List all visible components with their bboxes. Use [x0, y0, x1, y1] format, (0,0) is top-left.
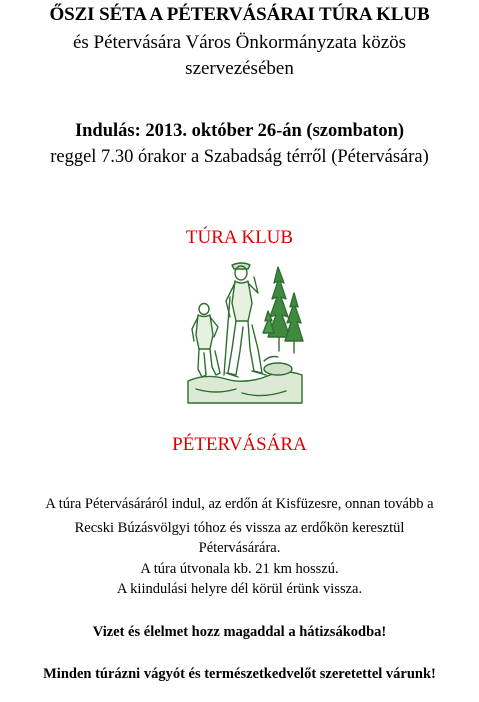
return-time-line: A kiindulási helyre dél körül érünk vissza.	[116, 581, 363, 597]
event-title: ŐSZI SÉTA A PÉTERVÁSÁRAI TÚRA KLUB	[49, 4, 430, 25]
description-line: Pétervásárára.	[198, 540, 281, 556]
organizer-line-continued: szervezésében	[185, 58, 294, 79]
organizer-line: és Pétervására Város Önkormányzata közös	[72, 32, 407, 53]
route-length-line: A túra útvonala kb. 21 km hosszú.	[140, 561, 339, 577]
description-line: Recski Búzásvölgyi tóhoz és vissza az erdőkön keresztül	[74, 520, 405, 536]
description-line: A túra Pétervásáráról indul, az erdőn át Kisfüzesre, onnan tovább a	[45, 496, 434, 512]
hikers-illustration-icon	[186, 257, 304, 405]
welcome-note: Minden túrázni vágyót és természetkedvelőt szeretettel várunk!	[43, 666, 436, 682]
start-time-place: reggel 7.30 órakor a Szabadság térről (Pétervására)	[50, 147, 429, 167]
start-date: Indulás: 2013. október 26-án (szombaton)	[74, 121, 405, 141]
bring-supplies-note: Vizet és élelmet hozz magaddal a hátizsákodba!	[92, 624, 387, 640]
club-name-label: TÚRA KLUB	[185, 227, 294, 248]
town-name-label: PÉTERVÁSÁRA	[172, 434, 307, 455]
